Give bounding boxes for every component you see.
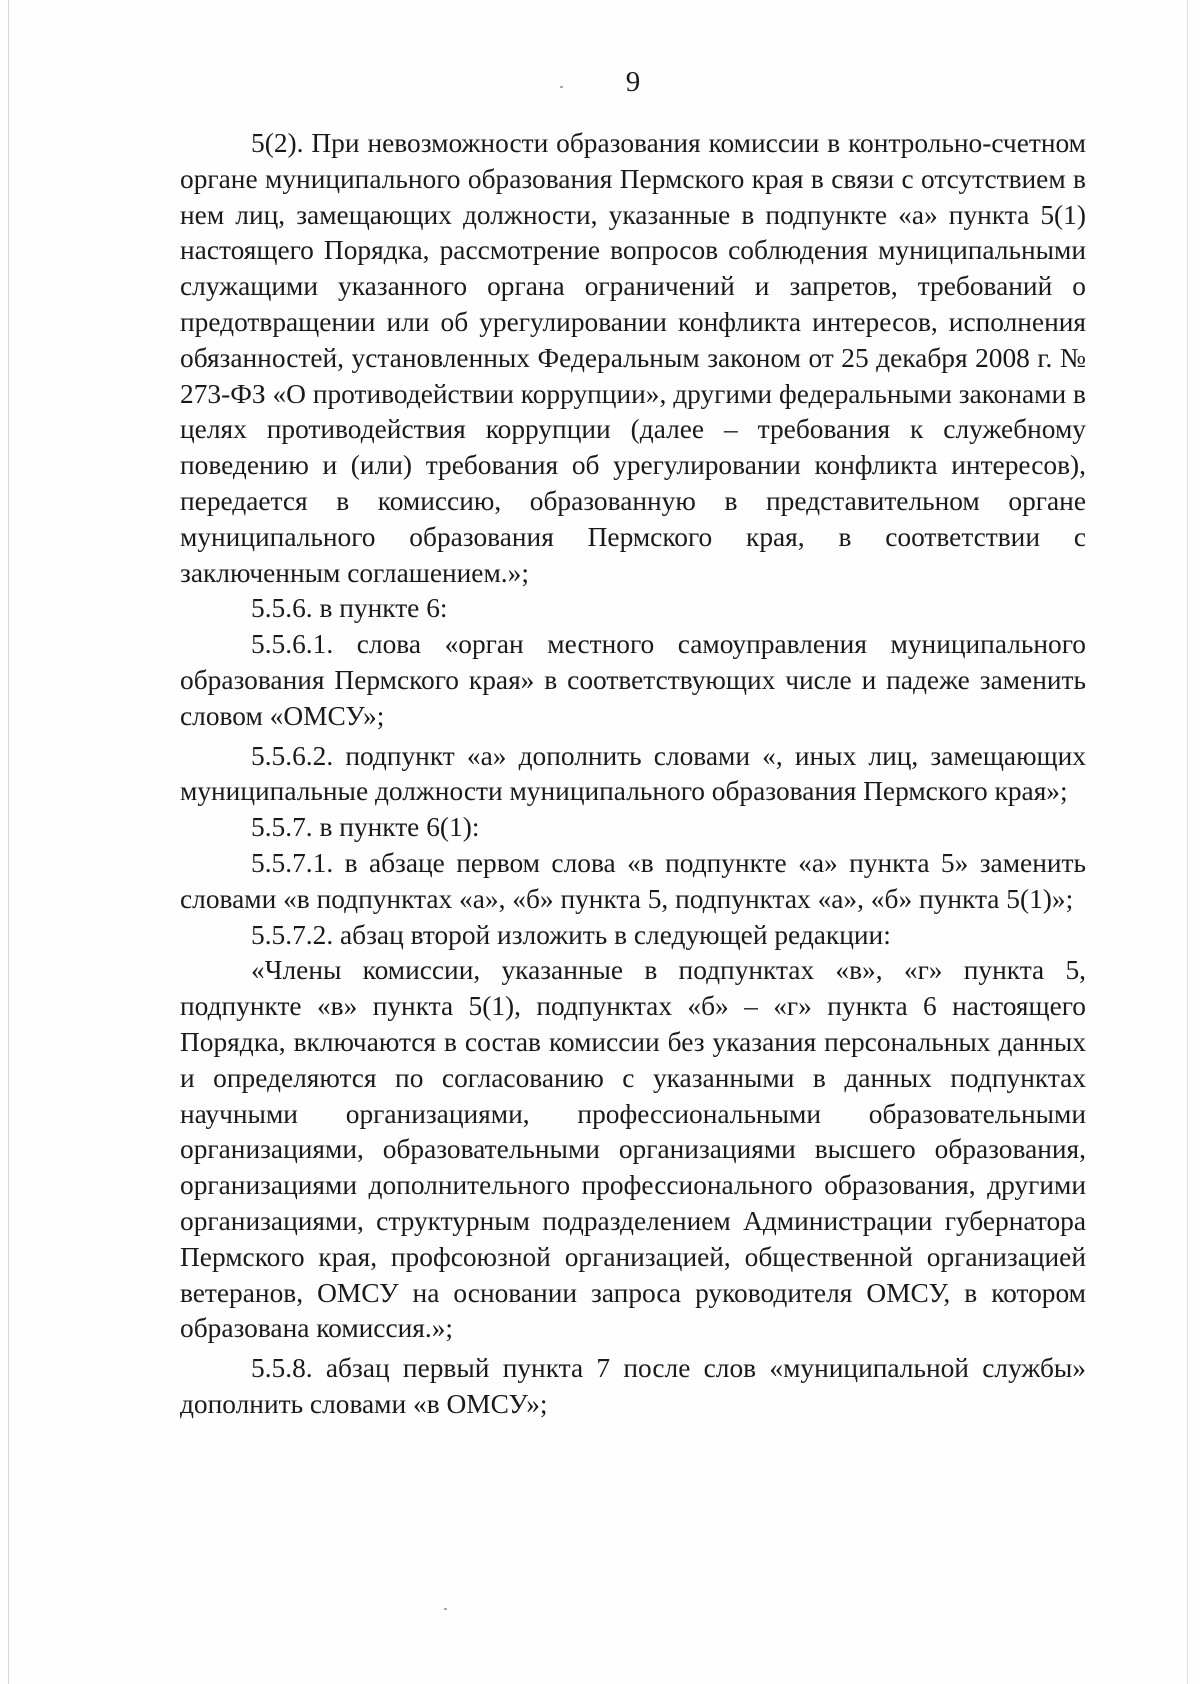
paragraph-5-5-7-2: 5.5.7.2. абзац второй изложить в следующей редакции: bbox=[251, 919, 891, 950]
paragraph-5-5-6: 5.5.6. в пункте 6: bbox=[251, 593, 448, 624]
scan-speck bbox=[444, 1608, 447, 1610]
paragraph-5-5-8: 5.5.8. абзац первый пункта 7 после слов «муниципальной службы» дополнить словами «в ОМСУ»; bbox=[180, 1353, 1086, 1419]
page-number: 9 bbox=[625, 66, 641, 98]
paragraph-5-2: 5(2). При невозможности образования комиссии в контрольно-счетном органе муниципального образования Пермского края в связи с отсутствием в нем лиц, замещающих должности, указанные в подпункте «а» пункта 5(1) настоящего Порядка, рассмотрение вопросов соблюдения муниципальными служащими указанного органа ограничений и запретов, требований о предотвращении или об урегулировании конфликта интересов, исполнения обязанностей, установленных Федеральным законом от 25 декабря 2008 г. № 273-ФЗ «О противодействии коррупции», другими федеральными законами в целях противодействия коррупции (далее – требования к служебному поведению и (или) требования об урегулировании конфликта интересов), передается в комиссию, образованную в представительном органе муниципального образования Пермского края, в соответствии с заключенным соглашением.»; bbox=[180, 128, 1086, 588]
document-body bbox=[180, 126, 1086, 1423]
paragraph-new-wording: «Члены комиссии, указанные в подпунктах «в», «г» пункта 5, подпункте «в» пункта 5(1), подпунктах «б» – «г» пункта 6 настоящего Порядка, включаются в состав комиссии без указания персональных данных и определяются по согласованию с указанными в данных подпунктах научными организациями, профессиональными образовательными организациями, образовательными организациями высшего образования, организациями дополнительного профессионального образования, другими организациями, структурным подразделением Администрации губернатора Пермского края, профсоюзной организацией, общественной организацией ветеранов, ОМСУ на основании запроса руководителя ОМСУ, в котором образована комиссия.»; bbox=[180, 955, 1086, 1344]
paragraph-5-5-6-1: 5.5.6.1. слова «орган местного самоуправления муниципального образования Пермского края» в соответствующих числе и падеже заменить словом «ОМСУ»; bbox=[180, 629, 1086, 731]
paragraph-5-5-6-2: 5.5.6.2. подпункт «а» дополнить словами «, иных лиц, замещающих муниципальные должности муниципального образования Пермского края»; bbox=[180, 740, 1086, 807]
scan-edge-right bbox=[1187, 0, 1188, 1684]
paragraph-5-5-7-1: 5.5.7.1. в абзаце первом слова «в подпункте «а» пункта 5» заменить словами «в подпунктах «а», «б» пункта 5, подпунктах «а», «б» пункта 5(1)»; bbox=[180, 847, 1086, 914]
scan-edge-left bbox=[8, 0, 9, 1684]
paragraph-5-5-7: 5.5.7. в пункте 6(1): bbox=[251, 812, 480, 843]
